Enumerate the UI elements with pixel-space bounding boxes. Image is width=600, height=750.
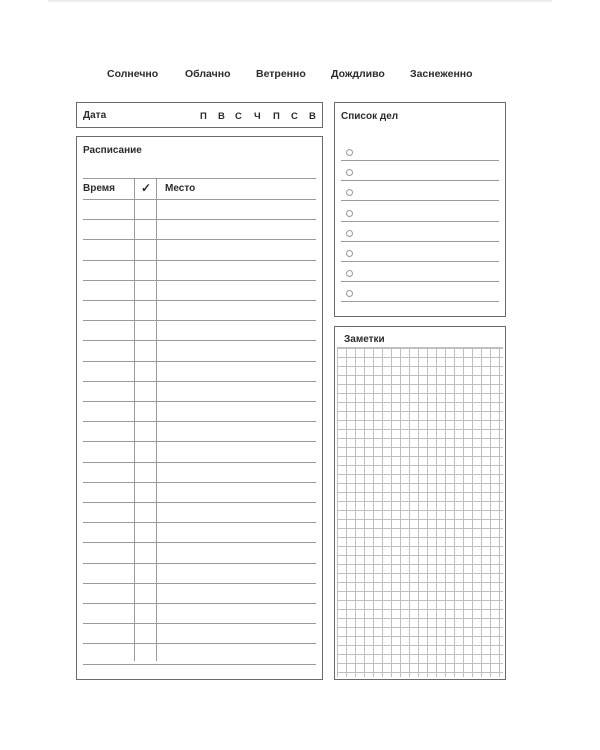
date-box — [76, 102, 323, 128]
schedule-row[interactable] — [83, 482, 316, 483]
schedule-row[interactable] — [83, 421, 316, 422]
schedule-row[interactable] — [83, 563, 316, 564]
day-thu[interactable]: Ч — [254, 111, 261, 122]
todo-item-line[interactable] — [341, 200, 499, 201]
schedule-row[interactable] — [83, 502, 316, 503]
schedule-title: Расписание — [83, 145, 142, 156]
schedule-row[interactable] — [83, 260, 316, 261]
day-fri[interactable]: П — [273, 111, 280, 122]
schedule-row[interactable] — [83, 664, 316, 665]
todo-checkbox[interactable] — [346, 189, 353, 196]
schedule-row[interactable] — [83, 603, 316, 604]
day-wed[interactable]: С — [235, 111, 242, 122]
schedule-row[interactable] — [83, 643, 316, 644]
notes-box — [334, 326, 506, 680]
day-sun[interactable]: В — [309, 111, 316, 122]
schedule-row[interactable] — [83, 320, 316, 321]
notes-grid[interactable] — [337, 347, 503, 677]
schedule-row[interactable] — [83, 583, 316, 584]
todo-checkbox[interactable] — [346, 149, 353, 156]
schedule-row[interactable] — [83, 219, 316, 220]
schedule-row[interactable] — [83, 522, 316, 523]
todo-checkbox[interactable] — [346, 250, 353, 257]
schedule-row[interactable] — [83, 623, 316, 624]
schedule-row[interactable] — [83, 381, 316, 382]
schedule-row[interactable] — [83, 340, 316, 341]
notes-title: Заметки — [344, 334, 385, 345]
todo-item-line[interactable] — [341, 241, 499, 242]
column-header-check: ✓ — [141, 181, 152, 195]
todo-checkbox[interactable] — [346, 290, 353, 297]
todo-item-line[interactable] — [341, 180, 499, 181]
check-column-divider — [156, 178, 157, 661]
schedule-row[interactable] — [83, 542, 316, 543]
schedule-row[interactable] — [83, 441, 316, 442]
day-sat[interactable]: С — [291, 111, 298, 122]
schedule-row[interactable] — [83, 239, 316, 240]
schedule-row[interactable] — [83, 300, 316, 301]
schedule-row[interactable] — [83, 199, 316, 200]
schedule-box — [76, 136, 323, 680]
schedule-row[interactable] — [83, 361, 316, 362]
todo-title: Список дел — [341, 111, 399, 122]
todo-item-line[interactable] — [341, 301, 499, 302]
page-top-shadow — [48, 0, 552, 3]
weather-rainy[interactable]: Дождливо — [331, 68, 385, 80]
todo-item-line[interactable] — [341, 221, 499, 222]
date-label: Дата — [83, 110, 107, 121]
day-tue[interactable]: В — [218, 111, 225, 122]
day-mon[interactable]: П — [200, 111, 207, 122]
schedule-row[interactable] — [83, 280, 316, 281]
weather-windy[interactable]: Ветренно — [256, 68, 306, 80]
todo-checkbox[interactable] — [346, 169, 353, 176]
weather-snowy[interactable]: Заснеженно — [410, 68, 473, 80]
schedule-row[interactable] — [83, 462, 316, 463]
todo-checkbox[interactable] — [346, 270, 353, 277]
column-header-time: Время — [83, 183, 115, 194]
schedule-row[interactable] — [83, 401, 316, 402]
todo-checkbox[interactable] — [346, 230, 353, 237]
schedule-title-rule — [83, 178, 316, 179]
time-column-divider — [134, 178, 135, 661]
todo-item-line[interactable] — [341, 281, 499, 282]
todo-box — [334, 102, 506, 317]
column-header-place: Место — [165, 183, 196, 194]
weather-sunny[interactable]: Солнечно — [107, 68, 159, 80]
todo-checkbox[interactable] — [346, 210, 353, 217]
todo-item-line[interactable] — [341, 261, 499, 262]
todo-item-line[interactable] — [341, 160, 499, 161]
weather-cloudy[interactable]: Облачно — [185, 68, 231, 80]
